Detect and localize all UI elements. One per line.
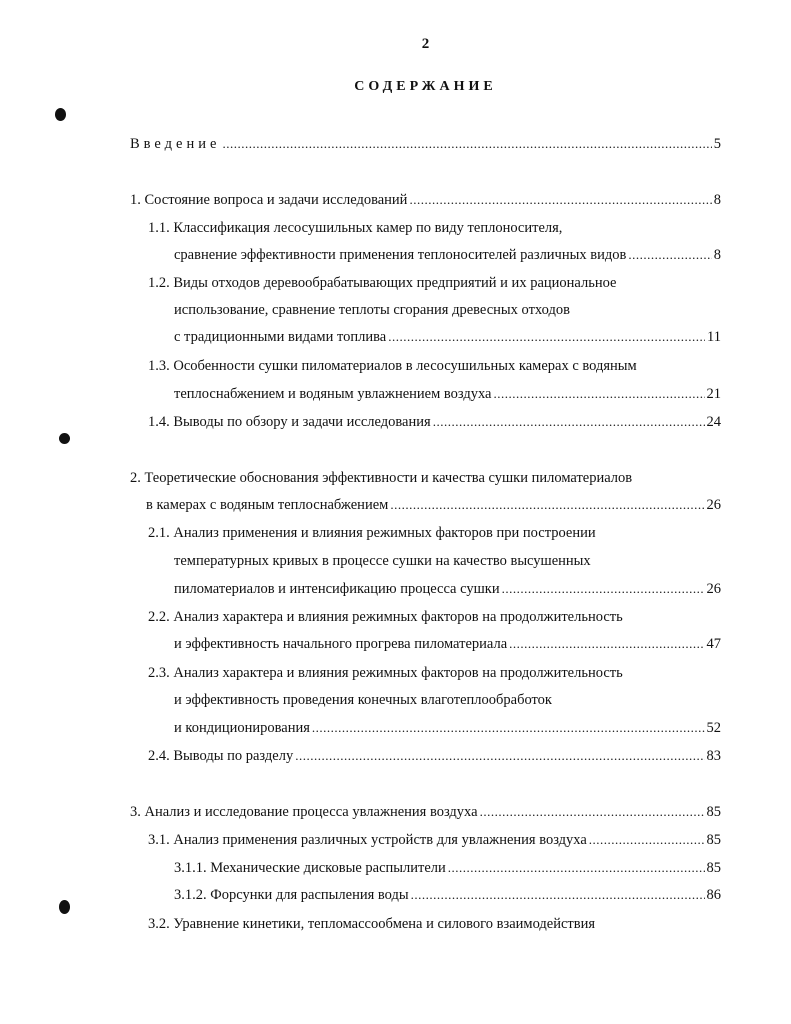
leader-dots	[295, 748, 704, 764]
toc-entry-2-1[interactable]	[174, 581, 721, 601]
leader-dots	[502, 581, 705, 597]
leader-dots	[409, 192, 711, 208]
toc-title: 1.4. Выводы по обзору и задачи исследования	[148, 414, 431, 430]
toc-page: 5	[713, 136, 721, 152]
toc-entry-3[interactable]	[130, 804, 721, 824]
toc-title: 3.1.2. Форсунки для распыления воды	[174, 887, 409, 903]
toc-page: 52	[706, 720, 721, 736]
leader-dots	[628, 247, 711, 263]
toc-entry-1[interactable]	[130, 192, 721, 212]
toc-entry-intro[interactable]	[130, 136, 721, 156]
toc-title: 3.1. Анализ применения различных устройств для увлажнения воздуха	[148, 832, 587, 848]
toc-entry-2-3-line2: и эффективность проведения конечных влаготеплообработок	[174, 692, 552, 708]
leader-dots	[411, 887, 705, 903]
toc-page: 11	[707, 329, 721, 345]
page-title: СОДЕРЖАНИЕ	[354, 79, 497, 94]
toc-title: и эффективность начального прогрева пиломатериала	[174, 636, 508, 652]
toc-page: 85	[706, 832, 721, 848]
toc-page: 26	[706, 581, 721, 597]
toc-title: 2.4. Выводы по разделу	[148, 748, 294, 764]
toc-entry-1-2-line1: 1.2. Виды отходов деревообрабатывающих предприятий и их рациональное	[148, 275, 617, 291]
toc-entry-1-2[interactable]	[174, 329, 721, 349]
punch-hole-mark	[55, 108, 66, 121]
toc-entry-3-1-2[interactable]	[174, 887, 721, 907]
toc-entry-2-line1: 2. Теоретические обоснования эффективности и качества сушки пиломатериалов	[130, 470, 633, 486]
leader-dots	[480, 804, 705, 820]
toc-page: 26	[706, 497, 721, 513]
toc-title: Введение	[130, 136, 221, 152]
punch-hole-mark	[59, 433, 70, 444]
toc-page: 8	[713, 192, 721, 208]
toc-page: 21	[706, 386, 721, 402]
toc-title: теплоснабжением и водяным увлажнением воздуха	[174, 386, 492, 402]
page-number: 2	[421, 36, 430, 52]
toc-title: 1. Состояние вопроса и задачи исследований	[130, 192, 408, 208]
toc-title: пиломатериалов и интенсификацию процесса сушки	[174, 581, 500, 597]
toc-entry-2-2-line1: 2.2. Анализ характера и влияния режимных факторов на продолжительность	[148, 609, 623, 625]
toc-title: 3.1.1. Механические дисковые распылители	[174, 860, 446, 876]
punch-hole-mark	[59, 900, 70, 914]
leader-dots	[589, 832, 705, 848]
leader-dots	[388, 329, 705, 345]
toc-title: 3. Анализ и исследование процесса увлажнения воздуха	[130, 804, 478, 820]
leader-dots	[494, 386, 705, 402]
toc-title: с традиционными видами топлива	[174, 329, 387, 345]
leader-dots	[433, 414, 705, 430]
toc-entry-2-4[interactable]	[148, 748, 721, 768]
leader-dots	[448, 860, 705, 876]
toc-page: 8	[713, 247, 721, 263]
toc-page: 83	[706, 748, 721, 764]
toc-entry-1-2-line2: использование, сравнение теплоты сгорания древесных отходов	[174, 302, 570, 318]
toc-entry-2-1-line2: температурных кривых в процессе сушки на качество высушенных	[174, 553, 591, 569]
toc-entry-3-1-1[interactable]	[174, 860, 721, 880]
toc-page: 24	[706, 414, 721, 430]
toc-entry-2-1-line1: 2.1. Анализ применения и влияния режимных факторов при построении	[148, 525, 596, 541]
leader-dots	[509, 636, 704, 652]
toc-page: 85	[706, 804, 721, 820]
toc-page: 47	[706, 636, 721, 652]
toc-entry-1-1-line1: 1.1. Классификация лесосушильных камер по виду теплоносителя,	[148, 220, 563, 236]
toc-entry-2-2[interactable]	[174, 636, 721, 656]
toc-entry-1-1[interactable]	[174, 247, 721, 267]
toc-page: 85	[706, 860, 721, 876]
toc-entry-1-3[interactable]	[174, 386, 721, 406]
toc-entry-1-3-line1: 1.3. Особенности сушки пиломатериалов в лесосушильных камерах с водяным	[148, 358, 637, 374]
toc-entry-2-3-line1: 2.3. Анализ характера и влияния режимных факторов на продолжительность	[148, 665, 623, 681]
toc-title: и кондиционирования	[174, 720, 310, 736]
toc-entry-2[interactable]	[146, 497, 721, 517]
leader-dots	[312, 720, 705, 736]
toc-entry-3-1[interactable]	[148, 832, 721, 852]
toc-entry-1-4[interactable]	[148, 414, 721, 434]
leader-dots	[390, 497, 704, 513]
toc-page: 86	[706, 887, 721, 903]
toc-title: сравнение эффективности применения теплоносителей различных видов	[174, 247, 627, 263]
toc-entry-2-3[interactable]	[174, 720, 721, 740]
toc-title: в камерах с водяным теплоснабжением	[146, 497, 389, 513]
leader-dots	[222, 136, 711, 152]
toc-entry-3-2-line1: 3.2. Уравнение кинетики, тепломассообмена и силового взаимодействия	[148, 916, 596, 932]
